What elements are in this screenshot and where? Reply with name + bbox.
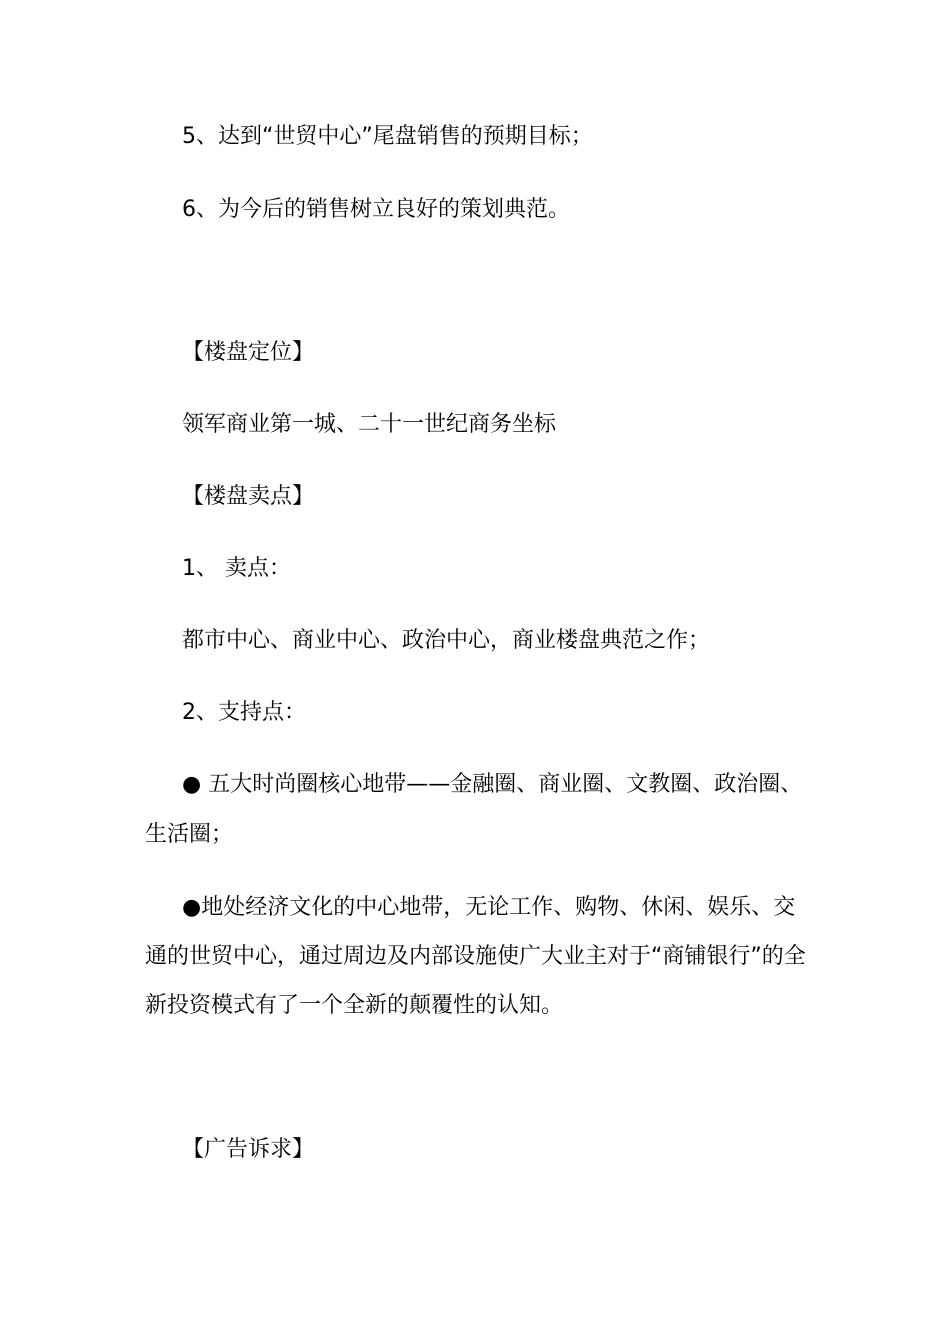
heading-ad-appeal: 【广告诉求】 — [182, 1137, 315, 1162]
selling-point-1-title: 1、 卖点： — [182, 556, 291, 581]
heading-selling-points: 【楼盘卖点】 — [182, 484, 315, 509]
selling-point-2-title: 2、支持点： — [182, 700, 306, 725]
heading-positioning: 【楼盘定位】 — [182, 340, 315, 365]
bullet-2-line-1: ●地处经济文化的中心地带，无论工作、购物、休闲、娱乐、交 — [182, 895, 796, 920]
goal-item-5: 5、达到“世贸中心”尾盘销售的预期目标； — [182, 124, 593, 149]
bullet-1-line-1: ● 五大时尚圈核心地带——金融圈、商业圈、文教圈、政治圈、 — [182, 772, 803, 797]
bullet-1-line-2: 生活圈； — [145, 822, 234, 847]
selling-point-1-text: 都市中心、商业中心、政治中心，商业楼盘典范之作； — [182, 628, 711, 653]
bullet-2-line-3: 新投资模式有了一个全新的颠覆性的认知。 — [145, 993, 564, 1018]
positioning-text: 领军商业第一城、二十一世纪商务坐标 — [182, 412, 557, 437]
goal-item-6: 6、为今后的销售树立良好的策划典范。 — [182, 197, 570, 222]
bullet-2-line-2: 通的世贸中心，通过周边及内部设施使广大业主对于“商铺银行”的全 — [145, 944, 806, 969]
